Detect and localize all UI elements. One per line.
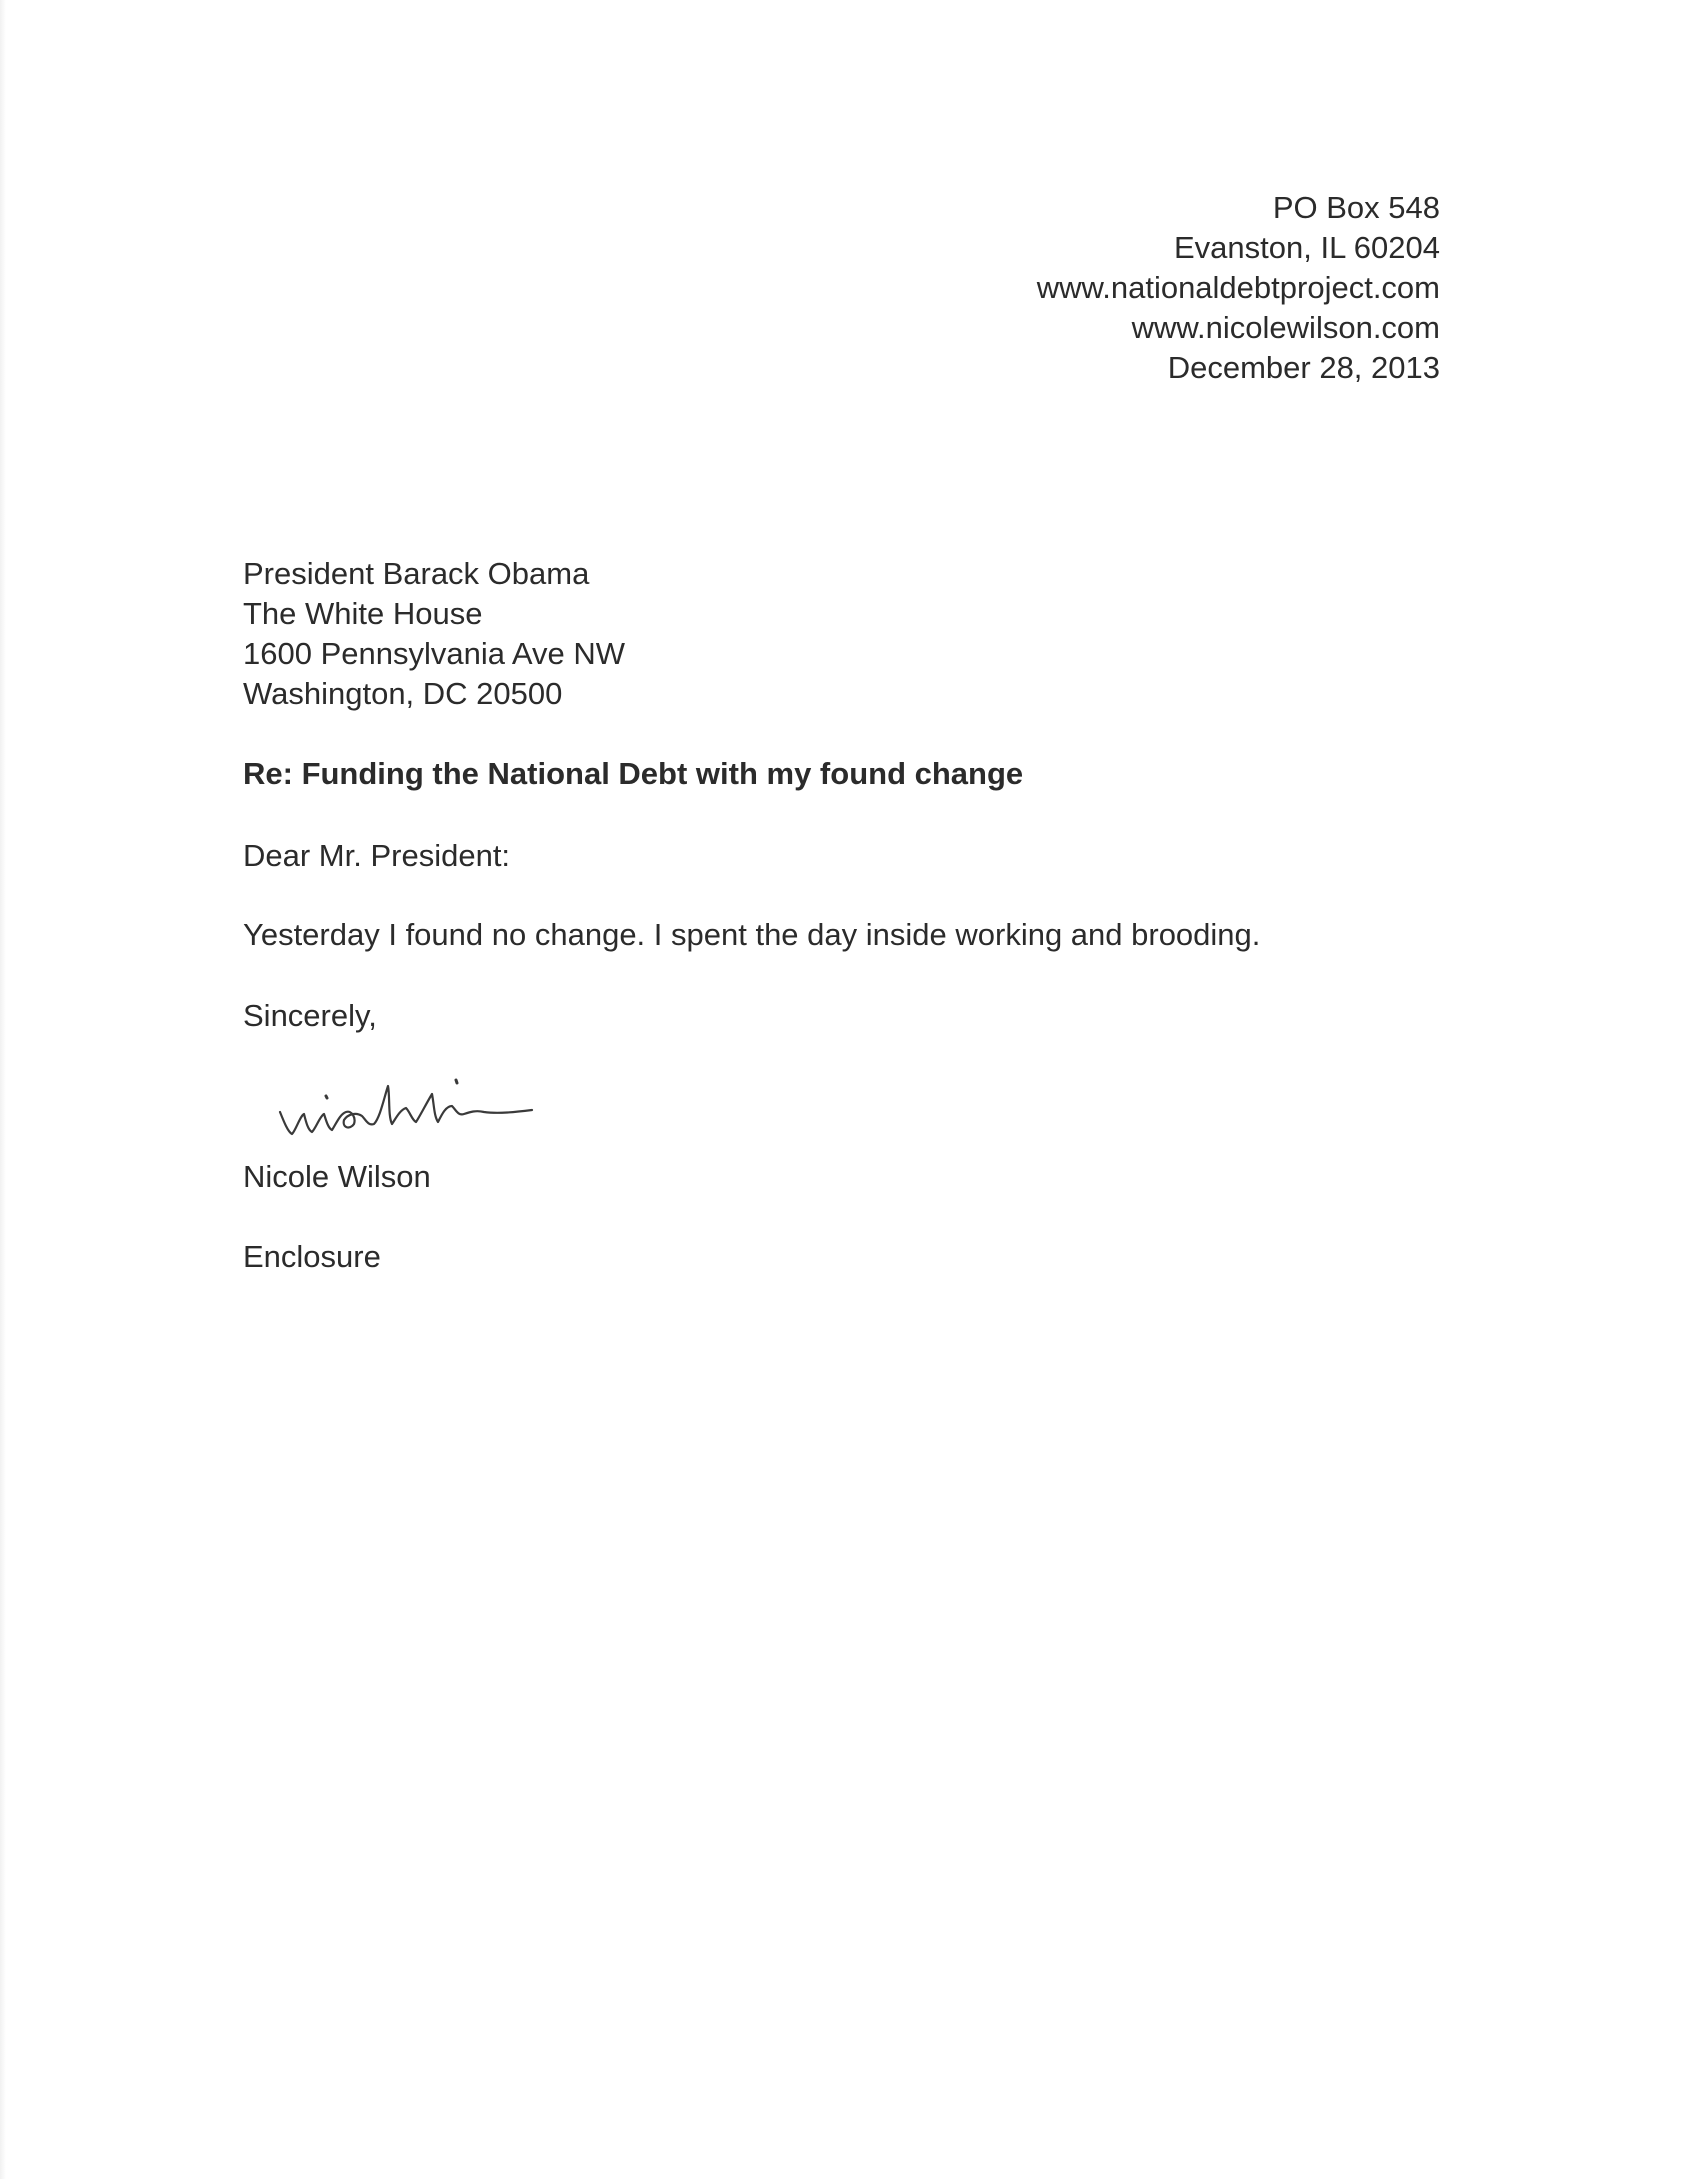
- recipient-line: President Barack Obama: [243, 556, 590, 591]
- letter-body: Yesterday I found no change. I spent the day inside working and brooding.: [243, 917, 1261, 952]
- return-address-block: [1037, 188, 1440, 388]
- recipient-line: 1600 Pennsylvania Ave NW: [243, 636, 625, 671]
- return-address-line: www.nationaldebtproject.com: [1036, 270, 1440, 305]
- return-address-line: PO Box 548: [1272, 190, 1440, 225]
- enclosure-notation: Enclosure: [243, 1239, 381, 1274]
- letter-date: December 28, 2013: [1167, 350, 1440, 385]
- signer-name: Nicole Wilson: [243, 1159, 431, 1194]
- scan-edge-shadow: [0, 0, 6, 2179]
- recipient-line: The White House: [243, 596, 483, 631]
- return-address-line: www.nicolewilson.com: [1131, 310, 1440, 345]
- salutation: Dear Mr. President:: [243, 838, 511, 873]
- recipient-line: Washington, DC 20500: [243, 676, 563, 711]
- return-address-line: Evanston, IL 60204: [1174, 230, 1440, 265]
- recipient-address-block: [243, 554, 625, 714]
- closing: Sincerely,: [243, 998, 377, 1033]
- handwritten-signature: [270, 1050, 610, 1160]
- subject-line: Re: Funding the National Debt with my found change: [243, 756, 1024, 791]
